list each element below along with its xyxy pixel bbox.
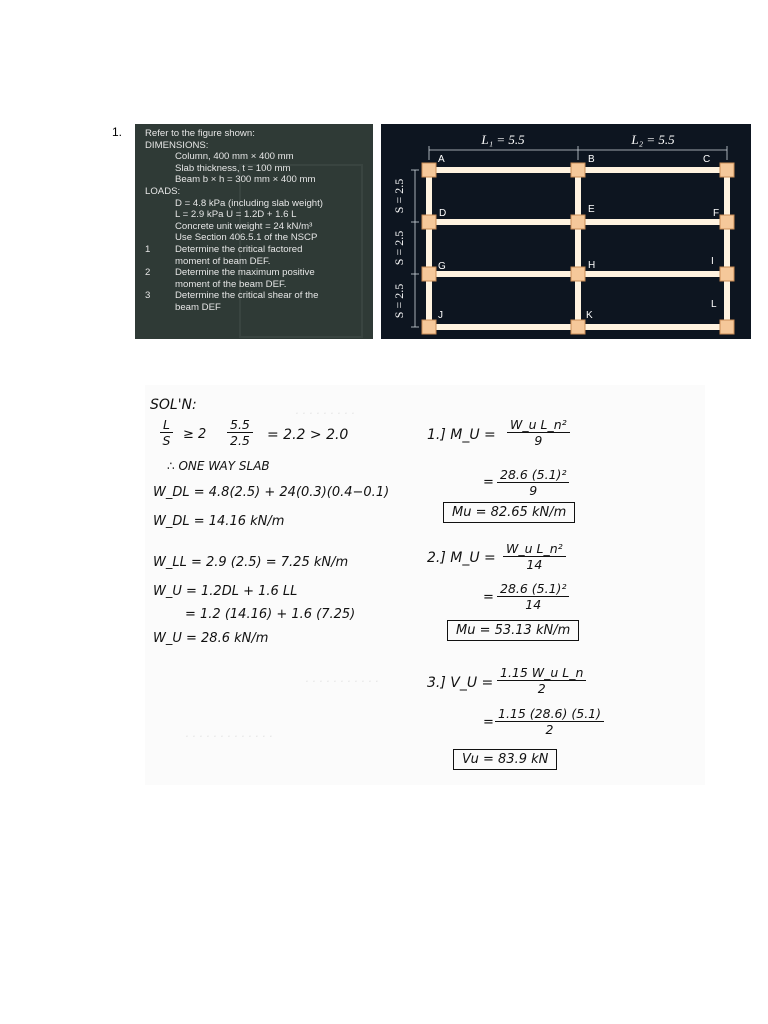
- problem-line: Concrete unit weight = 24 kN/m³: [175, 220, 313, 232]
- question-text: Determine the critical shear of the: [175, 290, 319, 302]
- one-way-slab: ∴ ONE WAY SLAB: [167, 459, 270, 473]
- part3-formula: [497, 665, 586, 696]
- s-label: S = 2.5: [392, 230, 406, 266]
- part3-substitution: [495, 706, 604, 737]
- part2-answer-box: Mu = 53.13 kN/m: [447, 620, 579, 641]
- question-text: moment of beam DEF.: [175, 255, 271, 267]
- wu-formula: W_U = 1.2DL + 1.6 LL: [153, 584, 298, 599]
- question-1: [145, 244, 367, 256]
- part1-label: 1.] M_U =: [427, 427, 496, 443]
- fraction-numerator: W_u L_n²: [503, 541, 566, 557]
- wdl-value: W_DL = 14.16 kN/m: [153, 514, 285, 529]
- fraction-numerator: L: [160, 417, 173, 433]
- wu-value: W_U = 28.6 kN/m: [153, 631, 269, 646]
- wdl-equation: W_DL = 4.8(2.5) + 24(0.3)(0.4−0.1): [153, 485, 390, 500]
- problem-line: DIMENSIONS:: [145, 139, 209, 151]
- question-text: beam DEF: [175, 301, 221, 313]
- problem-line: L = 2.9 kPa U = 1.2D + 1.6 L: [175, 209, 297, 221]
- part2-substitution: [497, 581, 569, 612]
- ratio-result: = 2.2 > 2.0: [267, 427, 349, 443]
- framing-plan-figure: [381, 124, 751, 339]
- part2-formula: [503, 541, 566, 572]
- column-k: [571, 320, 585, 334]
- fraction-denominator: 9: [534, 433, 543, 448]
- fraction-numerator: W_u L_n²: [507, 417, 570, 433]
- question-2: [145, 267, 367, 279]
- column-h: [571, 267, 585, 281]
- ratio-values-fraction: [227, 417, 253, 448]
- node-label-f: F: [713, 208, 720, 219]
- node-label-k: K: [586, 310, 593, 321]
- question-text: moment of the beam DEF.: [175, 278, 287, 290]
- girder-right: [724, 170, 730, 327]
- problem-line: D = 4.8 kPa (including slab weight): [175, 197, 323, 209]
- fraction-denominator: 14: [525, 597, 542, 612]
- problem-line: Beam b × h = 300 mm × 400 mm: [175, 174, 316, 186]
- fraction-denominator: 2: [537, 681, 546, 696]
- node-label-h: H: [588, 260, 596, 271]
- problem-statement-panel: [135, 124, 373, 339]
- equals-sign: =: [483, 715, 494, 730]
- faint-mark: · · · · · · · · ·: [295, 407, 355, 420]
- faint-mark: · · · · · · · · · · · · ·: [185, 730, 273, 743]
- node-label-i: I: [711, 256, 714, 267]
- column-d: [422, 215, 436, 229]
- faint-mark: · · · · · · · · · · ·: [305, 675, 379, 688]
- problem-line: Refer to the figure shown:: [145, 128, 255, 139]
- fraction-numerator: 28.6 (5.1)²: [497, 467, 569, 483]
- column-e: [571, 215, 585, 229]
- item-number: 1.: [112, 125, 123, 139]
- equals-sign: =: [483, 475, 494, 490]
- s-label: S = 2.5: [392, 178, 406, 214]
- node-label-l: L: [711, 299, 717, 310]
- part1-answer-box: Mu = 82.65 kN/m: [443, 502, 575, 523]
- problem-line: LOADS:: [145, 185, 181, 197]
- wu-substitution: = 1.2 (14.16) + 1.6 (7.25): [185, 607, 356, 622]
- part1-substitution: [497, 467, 569, 498]
- girder-middle: [575, 170, 581, 327]
- column-a: [422, 163, 436, 177]
- s-label: S = 2.5: [392, 283, 406, 319]
- ratio-ge: ≥ 2: [183, 427, 207, 442]
- part1-formula: [507, 417, 570, 448]
- column-b: [571, 163, 585, 177]
- fraction-denominator: 14: [526, 557, 543, 572]
- fraction-denominator: 2: [545, 722, 554, 737]
- girder-left: [426, 170, 432, 327]
- span-label-2: L₂ = 5.5: [631, 132, 675, 147]
- question-number: 3: [145, 290, 151, 302]
- fraction-denominator: 9: [529, 483, 538, 498]
- ratio-fraction: [160, 417, 173, 448]
- question-3: [145, 290, 367, 302]
- question-text: Determine the critical factored: [175, 243, 303, 255]
- handwritten-solution: [145, 385, 705, 785]
- part3-label: 3.] V_U =: [427, 675, 494, 691]
- column-c: [720, 163, 734, 177]
- node-label-d: D: [439, 208, 447, 219]
- problem-line: Slab thickness, t = 100 mm: [175, 162, 291, 174]
- question-number: 2: [145, 267, 151, 279]
- node-label-a: A: [438, 154, 445, 165]
- node-label-e: E: [588, 204, 595, 215]
- problem-line: Column, 400 mm × 400 mm: [175, 151, 294, 163]
- question-number: 1: [145, 243, 151, 255]
- node-label-j: J: [438, 310, 443, 321]
- column-j: [422, 320, 436, 334]
- fraction-numerator: 5.5: [227, 417, 253, 433]
- part3-answer-box: Vu = 83.9 kN: [453, 749, 557, 770]
- fraction-numerator: 1.15 W_u L_n: [497, 665, 586, 681]
- column-f: [720, 215, 734, 229]
- wll-equation: W_LL = 2.9 (2.5) = 7.25 kN/m: [153, 555, 349, 570]
- fraction-numerator: 1.15 (28.6) (5.1): [495, 706, 604, 722]
- fraction-denominator: S: [162, 433, 171, 448]
- node-label-g: G: [438, 261, 446, 272]
- fraction-denominator: 2.5: [230, 433, 250, 448]
- span-label-1: L₁ = 5.5: [481, 132, 525, 147]
- solution-title: SOL'N:: [150, 397, 197, 413]
- question-text: Determine the maximum positive: [175, 267, 315, 279]
- equals-sign: =: [483, 590, 494, 605]
- framing-plan-svg: [381, 124, 751, 339]
- column-l: [720, 320, 734, 334]
- node-label-b: B: [588, 154, 595, 165]
- node-label-c: C: [703, 154, 711, 165]
- problem-line: Use Section 406.5.1 of the NSCP: [175, 232, 318, 244]
- fraction-numerator: 28.6 (5.1)²: [497, 581, 569, 597]
- part2-label: 2.] M_U =: [427, 550, 496, 566]
- column-i: [720, 267, 734, 281]
- column-g: [422, 267, 436, 281]
